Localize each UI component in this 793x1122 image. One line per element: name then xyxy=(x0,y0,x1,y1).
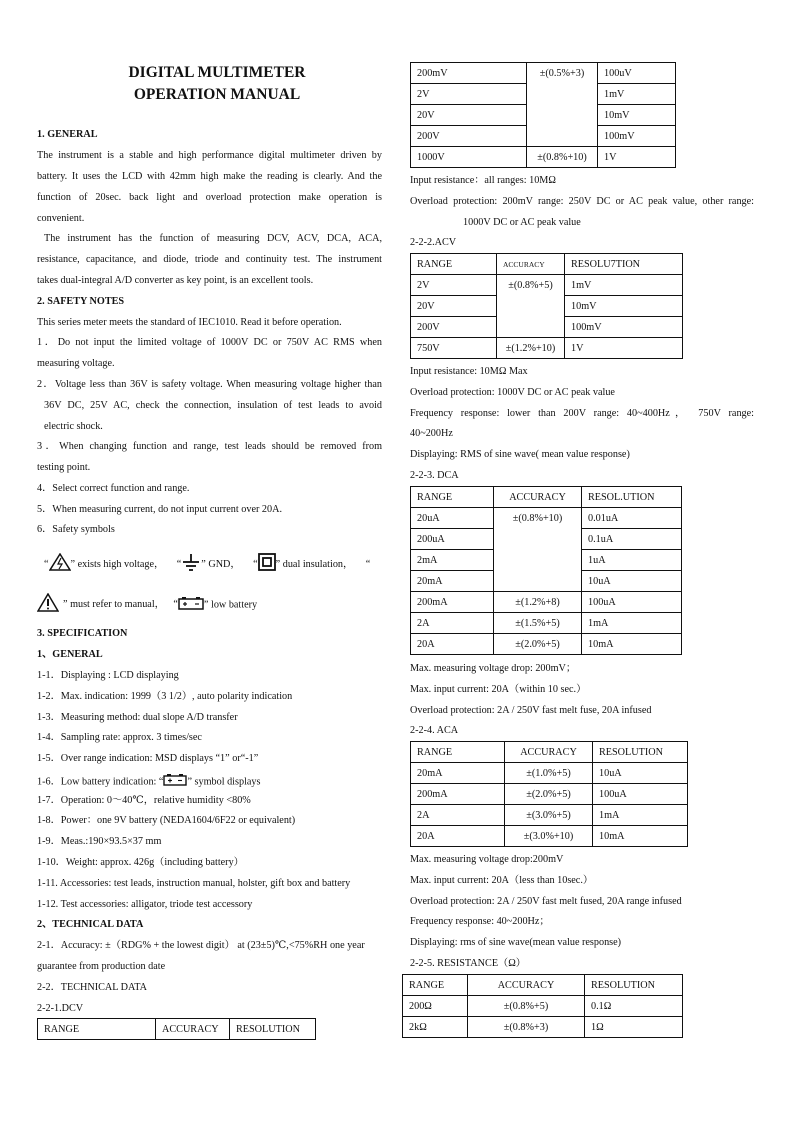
table-cell xyxy=(494,529,582,550)
table-cell: 750V xyxy=(411,338,497,359)
title-line1: DIGITAL MULTIMETER xyxy=(128,64,306,81)
table-cell: ±(2.0%+5) xyxy=(505,784,593,805)
dca-table xyxy=(410,486,682,655)
table-cell: 2kΩ xyxy=(403,1017,468,1038)
spec-item-4: 1-4．Sampling rate: approx. 3 times/sec xyxy=(37,732,202,743)
symbol-row-1 xyxy=(44,553,370,576)
table-row xyxy=(411,84,676,105)
table-cell: ±(1.2%+8) xyxy=(494,592,582,613)
acv-freq: Frequency response: lower than 200V range: 40~400Hz， 750V range: xyxy=(410,408,754,419)
aca-maxin: Max. input current: 20A（less than 10sec.） xyxy=(410,875,594,886)
dcv-header-table xyxy=(37,1018,316,1040)
table-row xyxy=(411,254,683,275)
table-cell: 200mA xyxy=(411,784,505,805)
dual-insulation-icon xyxy=(258,553,276,576)
table-cell: RANGE xyxy=(411,742,505,763)
table-row xyxy=(411,529,682,550)
accuracy-line1: 2-1．Accuracy: ±（RDG% + the lowest digit） at (23±5)℃,<75%RH one year xyxy=(37,940,365,951)
battery-text: ” low battery xyxy=(203,599,258,611)
safety-n2-l3: electric shock. xyxy=(44,421,103,432)
table-cell: ±(2.0%+5) xyxy=(494,634,582,655)
spec-item-11: 1-11. Accessories: test leads, instruction manual, holster, gift box and battery xyxy=(37,878,351,889)
safety-n5: 5．When measuring current, do not input current over 20A. xyxy=(37,504,282,515)
table-cell xyxy=(497,254,565,275)
table-cell: ±(0.5%+3) xyxy=(527,63,598,84)
table-row xyxy=(411,550,682,571)
table-cell: 1000V xyxy=(411,147,527,168)
acv-label: 2-2-2.ACV xyxy=(410,237,457,248)
table-row xyxy=(411,763,688,784)
table-row xyxy=(411,634,682,655)
table-cell: RANGE xyxy=(411,487,494,508)
table-cell: RANGE xyxy=(403,975,468,996)
table-cell: 200V xyxy=(411,317,497,338)
table-cell: ±(0.8%+10) xyxy=(494,508,582,529)
battery-icon-small xyxy=(163,773,187,791)
general-p2-l1: The instrument has the function of measuring DCV, ACV, DCA, ACA, xyxy=(44,233,382,244)
table-cell: RESOLUTION xyxy=(593,742,688,763)
quote-open-1: “ xyxy=(44,558,49,570)
table-cell: 2mA xyxy=(411,550,494,571)
safety-intro: This series meter meets the standard of IEC1010. Read it before operation. xyxy=(37,317,342,328)
table-row xyxy=(411,338,683,359)
acv-display: Displaying: RMS of sine wave( mean value response) xyxy=(410,449,630,460)
spec-sub2: 2、TECHNICAL DATA xyxy=(37,919,144,930)
table-row xyxy=(411,105,676,126)
dca-drop: Max. measuring voltage drop: 200mV； xyxy=(410,663,577,674)
table-cell: ACCURACY xyxy=(494,487,582,508)
table-cell xyxy=(527,84,598,105)
table-cell: 10mV xyxy=(598,105,676,126)
table-cell: 200mA xyxy=(411,592,494,613)
table-cell: ACCURACY xyxy=(505,742,593,763)
table-cell: 100uV xyxy=(598,63,676,84)
safety-n3-l2: testing point. xyxy=(37,462,91,473)
table-row xyxy=(411,508,682,529)
aca-freq: Frequency response: 40~200Hz； xyxy=(410,916,550,927)
table-row xyxy=(411,296,683,317)
general-p1-l4: convenient. xyxy=(37,213,85,224)
table-cell: RANGE xyxy=(411,254,497,275)
general-p1-l3: function of 20sec. back light and overload protection make operation is xyxy=(37,192,382,203)
table-cell: 10mA xyxy=(582,634,682,655)
battery-icon xyxy=(178,596,204,615)
spec-item-2: 1-2．Max. indication: 1999（3 1/2）, auto polarity indication xyxy=(37,691,293,702)
table-cell: 20A xyxy=(411,826,505,847)
table-cell: 100mV xyxy=(565,317,683,338)
table-cell: ACCURACY xyxy=(156,1019,230,1040)
table-cell: 20mA xyxy=(411,571,494,592)
table-cell: 10mA xyxy=(593,826,688,847)
safety-n1-l1: 1．Do not input the limited voltage of 1000V DC or 750V AC RMS when xyxy=(37,337,382,348)
table-cell: 10mV xyxy=(565,296,683,317)
acv-freq-2: 40~200Hz xyxy=(410,428,453,439)
quote-open-3: “ xyxy=(253,558,258,570)
dca-maxin: Max. input current: 20A（within 10 sec.） xyxy=(410,684,587,695)
spec-heading: 3. SPECIFICATION xyxy=(37,628,128,639)
table-cell: 10uA xyxy=(593,763,688,784)
table-cell: RANGE xyxy=(38,1019,156,1040)
table-cell: 2A xyxy=(411,613,494,634)
table-cell: 100mV xyxy=(598,126,676,147)
table-cell: 200V xyxy=(411,126,527,147)
general-p2-l3: takes dual-integral A/D converter as key point, is an excellent tools. xyxy=(37,275,314,286)
table-cell: 200Ω xyxy=(403,996,468,1017)
dcv-overload-2: 1000V DC or AC peak value xyxy=(463,217,581,228)
table-row xyxy=(403,996,683,1017)
safety-n3-l1: 3．When changing function and range, test leads should be removed from xyxy=(37,441,382,452)
safety-n2-l2: 36V DC, 25V AC, check the connection, insulation of test leads to avoid xyxy=(44,400,382,411)
aca-display: Displaying: rms of sine wave(mean value response) xyxy=(410,937,622,948)
table-cell: 20uA xyxy=(411,508,494,529)
general-heading: 1. GENERAL xyxy=(37,129,98,140)
dca-label: 2-2-3. DCA xyxy=(410,470,459,481)
table-cell: 2V xyxy=(411,84,527,105)
quote-open-4: “ xyxy=(365,558,371,570)
table-cell: 20A xyxy=(411,634,494,655)
dcv-table xyxy=(410,62,676,168)
aca-overload: Overload protection: 2A / 250V fast melt fused, 20A range infused xyxy=(410,896,682,907)
table-row xyxy=(411,571,682,592)
table-cell: 1uA xyxy=(582,550,682,571)
table-cell: 1V xyxy=(598,147,676,168)
table-cell: 200uA xyxy=(411,529,494,550)
table-cell: 2V xyxy=(411,275,497,296)
table-cell: 0.01uA xyxy=(582,508,682,529)
table-cell: 2A xyxy=(411,805,505,826)
technical-data: 2-2．TECHNICAL DATA xyxy=(37,982,148,993)
table-cell: RESOL.UTION xyxy=(582,487,682,508)
table-cell: 0.1uA xyxy=(582,529,682,550)
spec-sub1: 1、GENERAL xyxy=(37,649,103,660)
table-row xyxy=(411,784,688,805)
table-cell: 100uA xyxy=(582,592,682,613)
table-cell: ±(0.8%+5) xyxy=(468,996,585,1017)
table-cell: ±(3.0%+10) xyxy=(505,826,593,847)
table-cell: 1mA xyxy=(582,613,682,634)
safety-n4: 4．Select correct function and range. xyxy=(37,483,190,494)
table-cell: ACCURACY xyxy=(468,975,585,996)
spec-item-6-label: 1-6．Low battery indication: “ xyxy=(37,776,164,788)
table-cell: 0.1Ω xyxy=(585,996,683,1017)
title-line2: OPERATION MANUAL xyxy=(133,86,301,103)
table-cell: 1mV xyxy=(565,275,683,296)
table-row xyxy=(411,275,683,296)
general-p2-l2: resistance, capacitance, and diode, triode and continuity test. The instrument xyxy=(37,254,382,265)
table-cell: 10uA xyxy=(582,571,682,592)
dcv-label: 2-2-1.DCV xyxy=(37,1003,84,1014)
manual-text: ” must refer to manual， xyxy=(63,599,165,611)
warning-icon xyxy=(37,593,59,617)
dual-insulation-text: ” dual insulation， xyxy=(275,558,354,570)
aca-drop: Max. measuring voltage drop:200mV xyxy=(410,854,564,865)
resistance-table xyxy=(402,974,683,1038)
high-voltage-text: ” exists high voltage， xyxy=(70,558,165,570)
table-cell: RESOLUTION xyxy=(585,975,683,996)
table-row xyxy=(411,826,688,847)
safety-n1-l2: measuring voltage. xyxy=(37,358,115,369)
table-cell: ±(0.8%+3) xyxy=(468,1017,585,1038)
table-cell: ±(0.8%+10) xyxy=(527,147,598,168)
table-cell xyxy=(527,105,598,126)
aca-table xyxy=(410,741,688,847)
acv-input: Input resistance: 10MΩ Max xyxy=(410,366,528,377)
dcv-overload: Overload protection: 200mV range: 250V DC or AC peak value, other range: xyxy=(410,196,754,207)
table-cell: RESOLU7TION xyxy=(565,254,683,275)
table-cell xyxy=(497,296,565,317)
quote-open-5: “ xyxy=(173,599,178,611)
spec-item-9: 1-9．Meas.:190×93.5×37 mm xyxy=(37,836,162,847)
safety-heading: 2. SAFETY NOTES xyxy=(37,296,125,307)
table-cell: 1mV xyxy=(598,84,676,105)
table-cell: ±(1.0%+5) xyxy=(505,763,593,784)
symbol-row-2 xyxy=(37,593,257,617)
spec-item-6 xyxy=(37,773,260,791)
res-label: 2-2-5. RESISTANCE（Ω） xyxy=(410,958,526,969)
table-cell xyxy=(527,126,598,147)
table-row xyxy=(411,613,682,634)
general-p1-l2: battery. It uses the LCD with 42mm high make the reading is clearly. And the xyxy=(37,171,382,182)
spec-item-6-tail: ” symbol displays xyxy=(187,776,261,788)
table-cell: 1mA xyxy=(593,805,688,826)
aca-label: 2-2-4. ACA xyxy=(410,725,459,736)
table-cell xyxy=(494,550,582,571)
acv-overload: Overload protection: 1000V DC or AC peak value xyxy=(410,387,615,398)
table-cell: 200mV xyxy=(411,63,527,84)
acv-table xyxy=(410,253,683,359)
table-row xyxy=(411,63,676,84)
ground-icon xyxy=(181,553,201,576)
spec-item-1: 1-1．Displaying : LCD displaying xyxy=(37,670,179,681)
gnd-text: ” GND， xyxy=(201,558,241,570)
quote-open-2: “ xyxy=(176,558,182,570)
table-row xyxy=(411,126,676,147)
spec-item-12: 1-12. Test accessories: alligator, triode test accessory xyxy=(37,899,253,910)
spec-item-3: 1-3．Measuring method: dual slope A/D transfer xyxy=(37,712,238,723)
table-row xyxy=(38,1019,316,1040)
table-cell xyxy=(497,317,565,338)
safety-n2-l1: 2．Voltage less than 36V is safety voltage. When measuring voltage higher than xyxy=(37,379,382,390)
spec-item-8: 1-8．Power：one 9V battery (NEDA1604/6F22 or equivalent) xyxy=(37,815,296,826)
table-cell-text: ACCURACY xyxy=(503,259,545,269)
table-row xyxy=(411,487,682,508)
spec-item-5: 1-5．Over range indication: MSD displays “1” or“-1” xyxy=(37,753,259,764)
table-cell: 100uA xyxy=(593,784,688,805)
table-cell: 20V xyxy=(411,105,527,126)
table-row xyxy=(411,592,682,613)
dcv-input: Input resistance：all ranges: 10MΩ xyxy=(410,175,556,186)
table-cell: 20V xyxy=(411,296,497,317)
spec-item-7: 1-7．Operation: 0～40℃，relative humidity <80% xyxy=(37,795,251,806)
table-row xyxy=(411,317,683,338)
table-cell: 20mA xyxy=(411,763,505,784)
table-cell xyxy=(494,571,582,592)
spec-item-10: 1-10．Weight: approx. 426g（including battery） xyxy=(37,857,244,868)
table-cell: ±(0.8%+5) xyxy=(497,275,565,296)
table-cell: ±(3.0%+5) xyxy=(505,805,593,826)
table-row xyxy=(403,1017,683,1038)
accuracy-line2: guarantee from production date xyxy=(37,961,166,972)
safety-n6: 6．Safety symbols xyxy=(37,524,115,535)
table-cell: 1Ω xyxy=(585,1017,683,1038)
table-cell: ±(1.5%+5) xyxy=(494,613,582,634)
table-row xyxy=(411,147,676,168)
general-p1-l1: The instrument is a stable and high performance digital multimeter driven by xyxy=(37,150,382,161)
table-cell: RESOLUTION xyxy=(230,1019,316,1040)
dca-overload: Overload protection: 2A / 250V fast melt fuse, 20A infused xyxy=(410,705,652,716)
table-cell: 1V xyxy=(565,338,683,359)
table-cell: ±(1.2%+10) xyxy=(497,338,565,359)
table-row xyxy=(411,742,688,763)
table-row xyxy=(411,805,688,826)
high-voltage-icon xyxy=(49,553,71,576)
table-row xyxy=(403,975,683,996)
